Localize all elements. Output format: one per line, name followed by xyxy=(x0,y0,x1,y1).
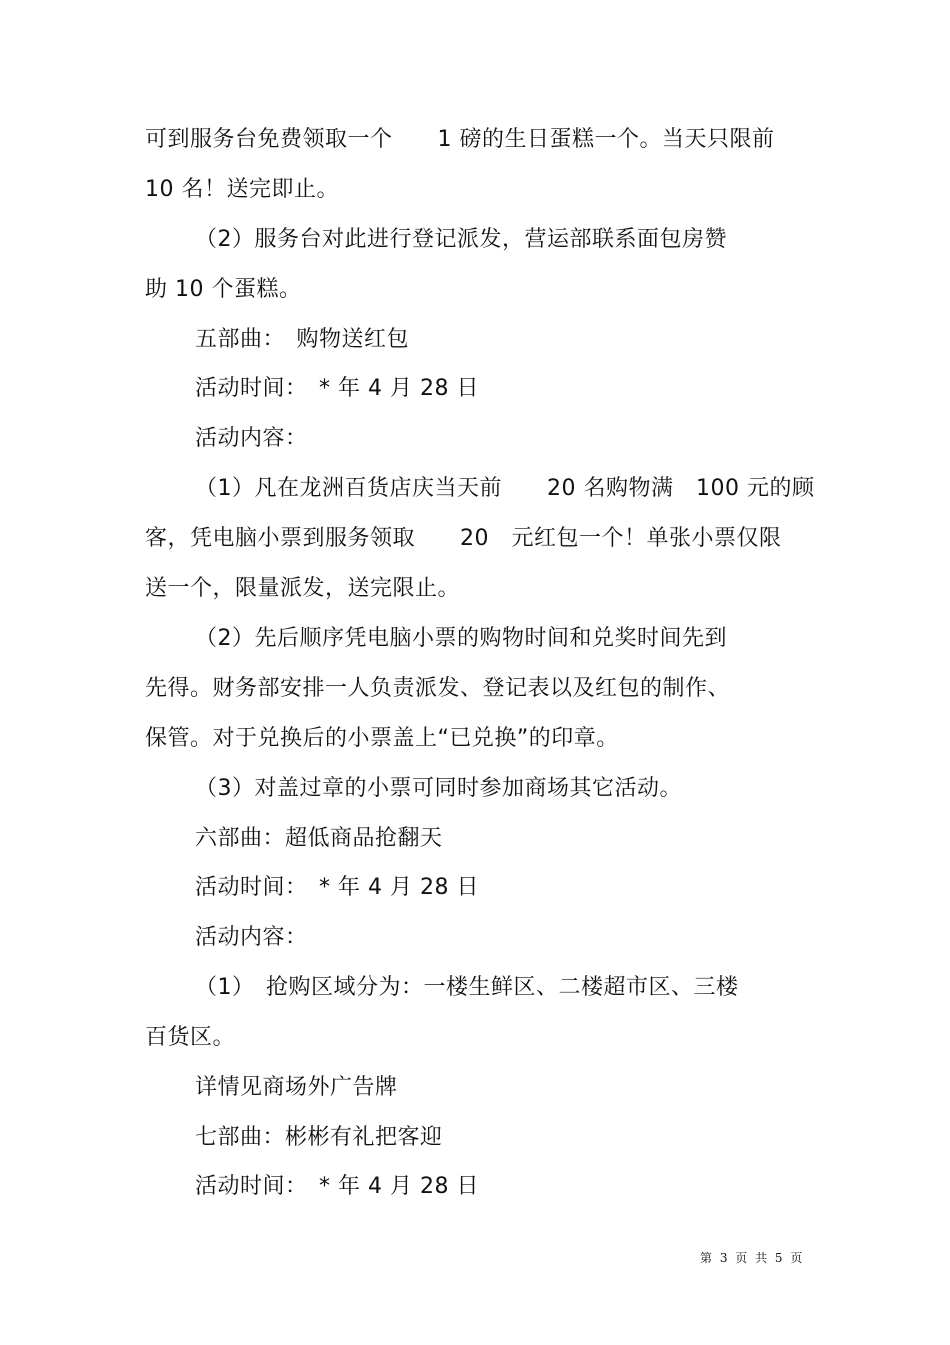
text-line: 活动时间： * 年 4 月 28 日 xyxy=(195,376,479,401)
text-line: （1） 抢购区域分为：一楼生鲜区、二楼超市区、三楼 xyxy=(195,975,739,1000)
text-line: 活动内容： xyxy=(195,426,308,451)
text-line: 助 10 个蛋糕。 xyxy=(145,277,302,302)
text-line: 活动内容： xyxy=(195,925,308,950)
text-line: 保管。对于兑换后的小票盖上“已兑换”的印章。 xyxy=(145,726,619,751)
text-line: 百货区。 xyxy=(145,1025,236,1050)
text-line: （2）先后顺序凭电脑小票的购物时间和兑奖时间先到 xyxy=(195,626,727,651)
page-number-footer: 第 3 页 共 5 页 xyxy=(700,1251,805,1265)
text-line: 客，凭电脑小票到服务领取 20 元红包一个！单张小票仅限 xyxy=(145,526,782,551)
text-line: 详情见商场外广告牌 xyxy=(195,1075,398,1100)
text-line: 可到服务台免费领取一个 1 磅的生日蛋糕一个。当天只限前 xyxy=(145,127,775,152)
section-heading: 五部曲： 购物送红包 xyxy=(195,327,410,352)
text-line: 先得。财务部安排一人负责派发、登记表以及红包的制作、 xyxy=(145,676,731,701)
text-line: 活动时间： * 年 4 月 28 日 xyxy=(195,875,479,900)
text-line: 活动时间： * 年 4 月 28 日 xyxy=(195,1174,479,1199)
section-heading: 六部曲：超低商品抢翻天 xyxy=(195,826,443,851)
text-line: （2）服务台对此进行登记派发，营运部联系面包房赞 xyxy=(195,227,727,252)
text-line: 送一个，限量派发，送完限止。 xyxy=(145,576,461,601)
text-line: （1）凡在龙洲百货店庆当天前 20 名购物满 100 元的顾 xyxy=(195,476,815,501)
text-line: （3）对盖过章的小票可同时参加商场其它活动。 xyxy=(195,776,682,801)
section-heading: 七部曲：彬彬有礼把客迎 xyxy=(195,1125,443,1150)
text-line: 10 名！送完即止。 xyxy=(145,177,339,202)
